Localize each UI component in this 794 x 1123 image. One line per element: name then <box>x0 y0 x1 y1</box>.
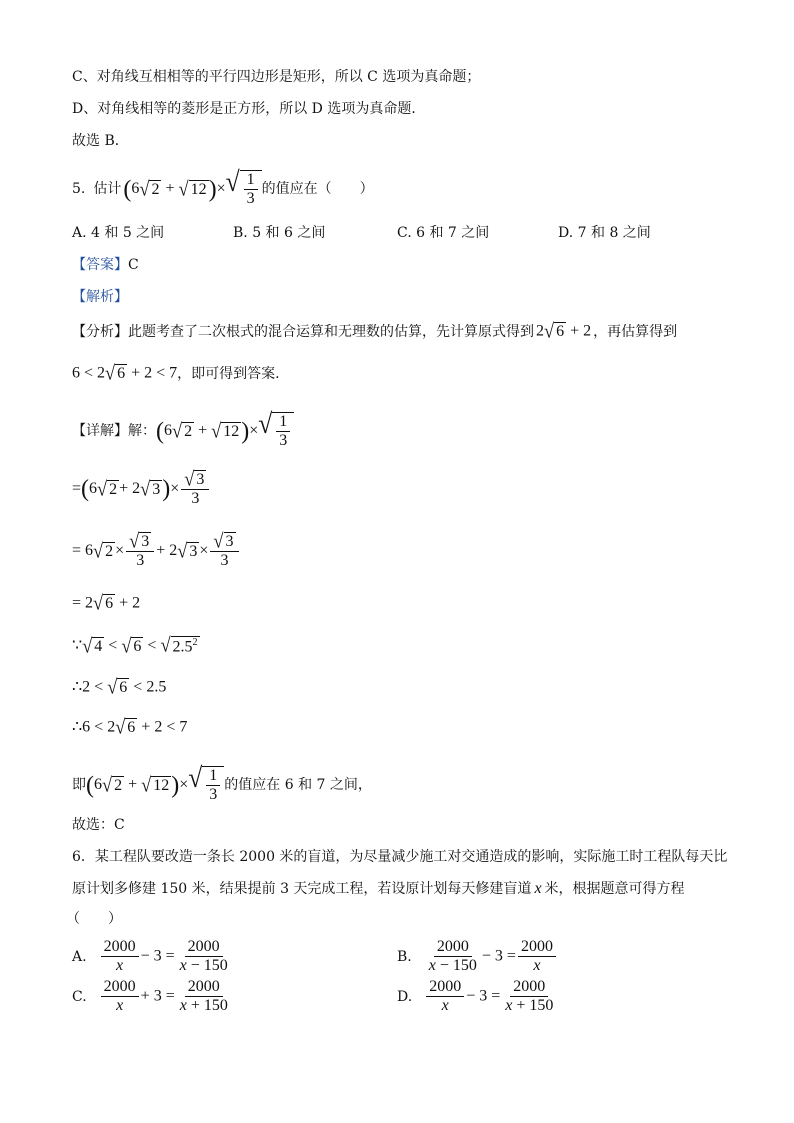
answer-value: C <box>128 257 139 273</box>
detail-lead: 解： <box>128 423 156 440</box>
step-6: ∴6 < 2 √ 6 + 2 < 7 <box>72 715 188 738</box>
question-5-lead: 估计 <box>93 181 122 198</box>
question-5-tail: 的值应在（ ） <box>261 181 374 198</box>
q6-option-d: D. $\frac{2000}{x}$ − 3 = $\frac{2000}{x + 150}$ <box>397 978 558 1016</box>
conclusion-tail: 的值应在 6 和 7 之间， <box>224 777 372 794</box>
conclusion-line <box>72 761 372 805</box>
detail-expression: (6 √ 2 + √ 12 )× √ $\frac{1}{3}$ <box>156 412 294 451</box>
conclusion-lead: 即 <box>72 777 86 794</box>
fenxi-line-1 <box>72 319 678 342</box>
analysis-tag: 【解析】 <box>72 289 128 305</box>
option-c: C. 6 和 7 之间 <box>397 225 490 241</box>
question-5 <box>72 165 374 209</box>
fenxi-result-expression: 2 √ 6 + 2 <box>536 319 592 342</box>
step-4: ∵ √ 4 < √ 6 < √ $2.5^2$ <box>72 633 198 657</box>
question-5-number: 5. <box>72 181 86 198</box>
step-1: = ( 6 √ 2 + 2 √ 3 ) × √ 3 3 <box>72 470 211 509</box>
question-6-blank: （ ） <box>66 911 122 927</box>
choose-b-line: 故选 B． <box>72 133 129 149</box>
fenxi-line-2 <box>72 361 280 384</box>
answer-tag: 【答案】 <box>72 257 128 273</box>
q6-option-b: B. $\frac{2000}{x - 150}$ − 3 = $\frac{2000}{x}$ <box>397 938 558 976</box>
detail-line <box>72 407 294 451</box>
option-a: A. 4 和 5 之间 <box>72 225 165 241</box>
question-6-line-1: 6．某工程队要改造一条长 2000 米的盲道，为尽量减少施工对交通造成的影响，实际施工时工程队每天比 <box>72 849 728 865</box>
step-5: ∴2 < √ 6 < 2.5 <box>72 675 167 698</box>
q6-option-a-equation: $\frac{2000}{x}$ − 3 = $\frac{2000}{x - 150}$ <box>99 938 233 976</box>
q6-option-d-equation: $\frac{2000}{x}$ − 3 = $\frac{2000}{x + 150}$ <box>424 978 558 1016</box>
conclusion-expression: (6 √ 2 + √ 12 )× √ $\frac{1}{3}$ <box>86 766 224 805</box>
variable-x: x <box>534 880 542 897</box>
fenxi-text-2: ，再估算得到 <box>593 323 678 340</box>
question-5-expression: (6 √ 2 + √ 12 )× √ $\frac{1}{3}$ <box>123 170 261 209</box>
option-b: B. 5 和 6 之间 <box>233 225 326 241</box>
q6-option-a: A. $\frac{2000}{x}$ − 3 = $\frac{2000}{x - 150}$ <box>72 938 233 976</box>
question-6-line-2: 原计划多修建 150 米，结果提前 3 天完成工程，若设原计划每天修建盲道 x 米，根据题意可得方程 <box>72 880 685 897</box>
step-3: = 2 √ 6 + 2 <box>72 591 141 614</box>
fenxi-text-3: ，即可得到答案. <box>177 365 280 382</box>
step-2: = 6 √ 2 × √ 3 3 + 2 √ 3 × √ 3 3 <box>72 532 241 571</box>
answer-line <box>72 258 139 272</box>
q6-option-b-equation: $\frac{2000}{x - 150}$ − 3 = $\frac{2000}{x}$ <box>424 938 558 976</box>
detail-tag: 【详解】 <box>72 423 128 440</box>
option-c-explanation: C、对角线互相相等的平行四边形是矩形，所以 C 选项为真命题； <box>72 69 481 85</box>
q6-option-c-equation: $\frac{2000}{x}$ + 3 = $\frac{2000}{x + 150}$ <box>99 978 233 1016</box>
q6-option-c: C. $\frac{2000}{x}$ + 3 = $\frac{2000}{x + 150}$ <box>72 978 233 1016</box>
option-d: D. 7 和 8 之间 <box>558 225 651 241</box>
fenxi-text-1: 此题考查了二次根式的混合运算和无理数的估算，先计算原式得到 <box>128 323 534 340</box>
choose-c-line: 故选：C <box>72 817 125 833</box>
fenxi-tag: 【分析】 <box>72 323 128 340</box>
option-d-explanation: D、对角线相等的菱形是正方形，所以 D 选项为真命题． <box>72 101 426 117</box>
fenxi-inequality: 6 < 2 √ 6 + 2 < 7 <box>72 361 178 384</box>
